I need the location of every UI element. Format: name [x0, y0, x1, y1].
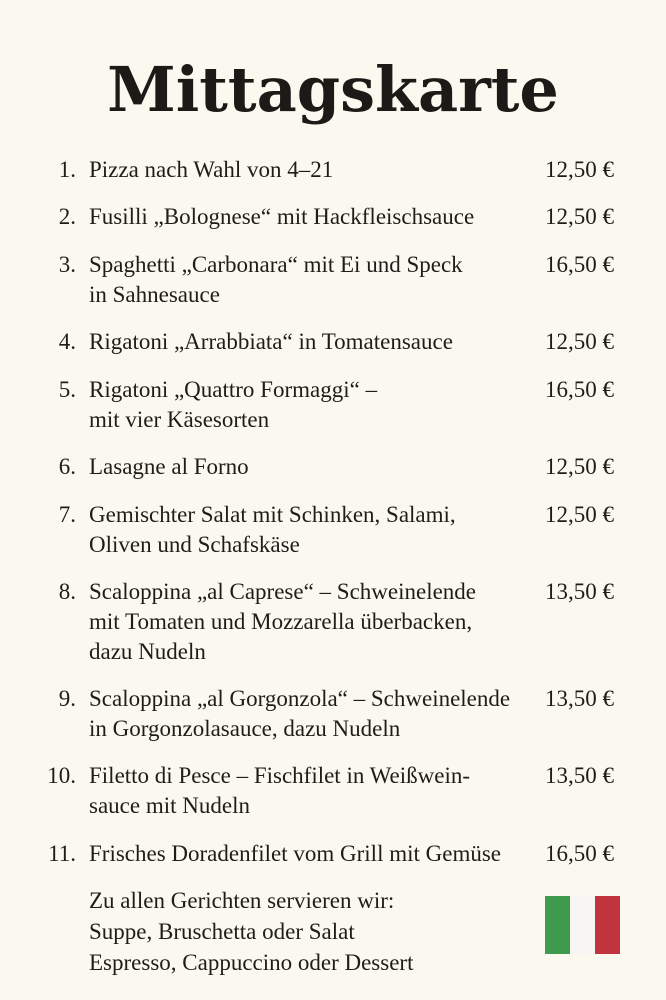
item-description [89, 155, 539, 185]
item-number: 2. [58, 204, 76, 229]
item-description-line: dazu Nudeln [89, 639, 206, 664]
item-number: 1. [58, 157, 76, 182]
item-description-line: Scaloppina „al Gorgonzola“ – Schweinelende [89, 686, 511, 711]
item-description-line: Filetto di Pesce – Fischfilet in Weißwein- [89, 763, 471, 788]
item-price: 13,50 € [545, 579, 614, 604]
item-price: 16,50 € [545, 252, 614, 277]
item-price: 12,50 € [545, 454, 614, 479]
item-description [89, 375, 539, 435]
item-description-line: Gemischter Salat mit Schinken, Salami, [89, 502, 456, 527]
flag-stripe-red [595, 896, 620, 954]
item-number: 9. [58, 686, 76, 711]
item-number: 11. [48, 841, 76, 866]
footer-line: Suppe, Bruschetta oder Salat [89, 919, 355, 944]
item-description [89, 684, 539, 744]
item-description [89, 202, 539, 232]
item-price: 16,50 € [545, 841, 614, 866]
italian-flag-icon [545, 896, 620, 954]
item-description-line: Oliven und Schafskäse [89, 532, 300, 557]
item-description [89, 250, 539, 310]
flag-stripe-green [545, 896, 570, 954]
item-description-line: mit Tomaten und Mozzarella überbacken, [89, 609, 473, 634]
item-description [89, 500, 539, 560]
item-description-line: Lasagne al Forno [89, 454, 249, 479]
page-title: Mittagskarte [107, 53, 559, 126]
item-description-line: in Sahnesauce [89, 282, 220, 307]
item-description-line: Rigatoni „Quattro Formaggi“ – [89, 377, 378, 402]
item-number: 5. [58, 377, 76, 402]
footer-line: Zu allen Gerichten servieren wir: [89, 888, 395, 913]
footer-line: Espresso, Cappuccino oder Dessert [89, 950, 414, 975]
item-number: 10. [47, 763, 76, 788]
item-price: 13,50 € [545, 763, 614, 788]
footer-note [89, 885, 413, 978]
item-number: 7. [58, 502, 76, 527]
item-description-line: in Gorgonzolasauce, dazu Nudeln [89, 716, 401, 741]
item-description-line: mit vier Käsesorten [89, 407, 270, 432]
item-price: 12,50 € [545, 502, 614, 527]
item-price: 12,50 € [545, 329, 614, 354]
item-description-line: Scaloppina „al Caprese“ – Schweinelende [89, 579, 477, 604]
item-number: 4. [58, 329, 76, 354]
item-number: 6. [58, 454, 76, 479]
item-price: 13,50 € [545, 686, 614, 711]
item-price: 12,50 € [545, 204, 614, 229]
item-description-line: Frisches Doradenfilet vom Grill mit Gemüse [89, 841, 502, 866]
flag-stripe-white [570, 896, 595, 954]
item-description [89, 839, 539, 869]
item-price: 12,50 € [545, 157, 614, 182]
item-number: 8. [58, 579, 76, 604]
item-price: 16,50 € [545, 377, 614, 402]
item-description [89, 761, 539, 821]
item-number: 3. [58, 252, 76, 277]
item-description-line: Rigatoni „Arrabbiata“ in Tomatensauce [89, 329, 453, 354]
item-description [89, 577, 539, 667]
item-description-line: sauce mit Nudeln [89, 793, 250, 818]
item-description-line: Pizza nach Wahl von 4–21 [89, 157, 334, 182]
item-description-line: Fusilli „Bolognese“ mit Hackfleischsauce [89, 204, 475, 229]
item-description [89, 452, 539, 482]
item-description [89, 327, 539, 357]
item-description-line: Spaghetti „Carbonara“ mit Ei und Speck [89, 252, 463, 277]
